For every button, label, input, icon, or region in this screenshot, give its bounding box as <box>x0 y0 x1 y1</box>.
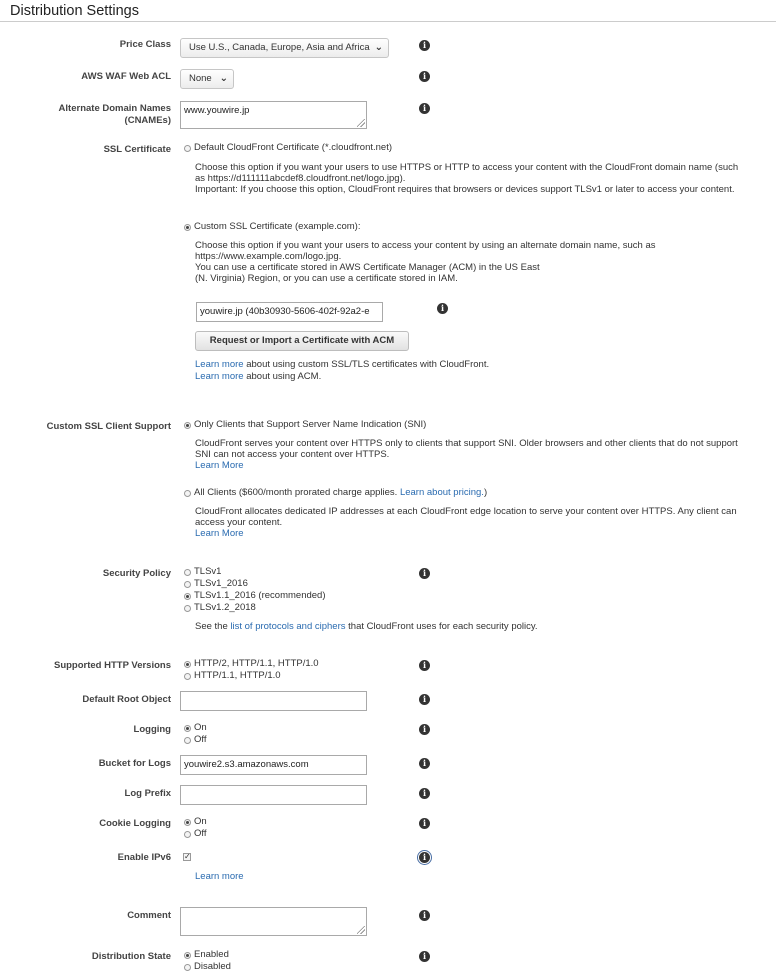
logging-label: Logging <box>133 724 171 735</box>
info-icon[interactable]: i <box>419 951 430 962</box>
cookie-logging-on-label: On <box>194 816 207 827</box>
request-acm-certificate-button[interactable]: Request or Import a Certificate with ACM <box>195 331 409 351</box>
info-icon[interactable]: i <box>419 694 430 705</box>
price-class-select[interactable] <box>180 38 389 58</box>
log-prefix-label: Log Prefix <box>124 788 171 799</box>
security-policy-radio-tlsv1[interactable] <box>184 569 191 576</box>
distribution-state-label: Distribution State <box>91 951 171 962</box>
waf-select[interactable] <box>180 69 234 89</box>
http11-option-label: HTTP/1.1, HTTP/1.0 <box>194 670 281 681</box>
all-clients-option-label: All Clients ($600/month prorated charge applies. <box>194 487 398 498</box>
info-icon[interactable]: i <box>419 568 430 579</box>
waf-value: None <box>189 73 212 84</box>
security-policy-radio-tlsv1-2-2018[interactable] <box>184 605 191 612</box>
distribution-enabled-label: Enabled <box>194 949 229 960</box>
info-icon[interactable]: i <box>419 818 430 829</box>
info-icon[interactable]: i <box>437 303 448 314</box>
learn-more-ssl-text: about using custom SSL/TLS certificates with CloudFront. <box>243 359 490 370</box>
comment-textarea[interactable] <box>180 907 367 936</box>
learn-more-ssl-link[interactable]: Learn more <box>195 359 244 370</box>
root-object-input[interactable] <box>180 691 367 711</box>
root-object-label: Default Root Object <box>82 694 171 705</box>
ssl-default-desc-text: Choose this option if you want your users to use HTTPS or HTTP to access your content with the CloudFront domain name (such as https://d111111abcdef8.cloudfront.net/logo.jpg). <box>195 162 739 184</box>
comment-label: Comment <box>127 910 171 921</box>
http2-radio[interactable] <box>184 661 191 668</box>
info-icon[interactable]: i <box>419 910 430 921</box>
info-icon[interactable]: i <box>419 660 430 671</box>
cookie-logging-on-radio[interactable] <box>184 819 191 826</box>
price-class-label: Price Class <box>119 39 171 50</box>
title-divider <box>0 21 776 22</box>
info-icon[interactable]: i <box>419 852 430 863</box>
all-clients-learn-more-link[interactable]: Learn More <box>195 528 244 539</box>
ssl-custom-desc-text-2: You can use a certificate stored in AWS Certificate Manager (ACM) in the US East <box>195 262 540 273</box>
logging-on-radio[interactable] <box>184 725 191 732</box>
info-icon[interactable]: i <box>419 724 430 735</box>
http11-radio[interactable] <box>184 673 191 680</box>
security-policy-note <box>195 621 695 632</box>
pricing-link[interactable]: Learn about pricing. <box>399 487 484 498</box>
sni-description <box>195 438 740 471</box>
certificate-value: youwire.jp (40b30930-5606-402f-92a2-e <box>200 306 370 317</box>
http2-option-label: HTTP/2, HTTP/1.1, HTTP/1.0 <box>194 658 319 669</box>
chevron-down-icon: ⌄ <box>374 42 383 53</box>
ssl-default-radio[interactable] <box>184 145 191 152</box>
distribution-disabled-radio[interactable] <box>184 964 191 971</box>
cookie-logging-off-radio[interactable] <box>184 831 191 838</box>
security-policy-label: Security Policy <box>102 568 171 579</box>
security-policy-radio-tlsv1-2016[interactable] <box>184 581 191 588</box>
bucket-label: Bucket for Logs <box>98 758 171 769</box>
info-icon[interactable]: i <box>419 40 430 51</box>
info-icon[interactable]: i <box>419 71 430 82</box>
price-class-value: Use U.S., Canada, Europe, Asia and Africa <box>189 42 370 53</box>
security-policy-option-tlsv1-1-2016: TLSv1.1_2016 (recommended) <box>194 590 326 601</box>
logging-off-radio[interactable] <box>184 737 191 744</box>
log-prefix-input[interactable] <box>180 785 367 805</box>
client-support-label: Custom SSL Client Support <box>46 421 171 432</box>
distribution-enabled-radio[interactable] <box>184 952 191 959</box>
logging-off-label: Off <box>194 734 207 745</box>
sni-learn-more-link[interactable]: Learn More <box>195 460 244 471</box>
all-clients-radio[interactable] <box>184 490 191 497</box>
cnames-value: www.youwire.jp <box>184 105 250 116</box>
learn-more-acm-link[interactable]: Learn more <box>195 371 244 382</box>
cnames-label-line2: (CNAMEs) <box>124 115 171 126</box>
security-policy-option-tlsv1: TLSv1 <box>194 566 222 577</box>
ssl-default-option-label: Default CloudFront Certificate (*.cloudfront.net) <box>194 142 393 153</box>
ipv6-label: Enable IPv6 <box>117 852 171 863</box>
bucket-value: youwire2.s3.amazonaws.com <box>184 759 309 770</box>
security-policy-option-tlsv1-2016: TLSv1_2016 <box>194 578 248 589</box>
ipv6-learn-more-link[interactable]: Learn more <box>195 871 244 882</box>
info-icon[interactable]: i <box>419 788 430 799</box>
waf-label: AWS WAF Web ACL <box>81 71 171 82</box>
cookie-logging-label: Cookie Logging <box>99 818 171 829</box>
security-policy-note-post: that CloudFront uses for each security policy. <box>345 621 538 632</box>
security-policy-note-pre: See the <box>195 621 231 632</box>
cnames-textarea[interactable] <box>180 101 367 129</box>
certificate-input[interactable] <box>196 302 383 322</box>
http-versions-label: Supported HTTP Versions <box>53 660 171 671</box>
ssl-default-important-text: Important: If you choose this option, CloudFront requires that browsers or devices support TLSv1 or later to access your content. <box>195 184 735 195</box>
ssl-default-description <box>195 162 740 195</box>
learn-more-acm-text: about using ACM. <box>243 371 322 382</box>
resize-handle-icon[interactable] <box>357 119 365 127</box>
cnames-label <box>0 103 171 127</box>
resize-handle-icon[interactable] <box>357 926 365 934</box>
logging-on-label: On <box>194 722 207 733</box>
ssl-certificate-label: SSL Certificate <box>103 144 171 155</box>
sni-desc-text: CloudFront serves your content over HTTPS only to clients that support SNI. Older browsers and other clients that do not support SNI can not access your content over HTTPS. <box>195 438 738 460</box>
ssl-custom-description <box>195 240 685 284</box>
cookie-logging-off-label: Off <box>194 828 207 839</box>
sni-radio[interactable] <box>184 422 191 429</box>
all-clients-description <box>195 506 740 539</box>
cnames-label-line1: Alternate Domain Names <box>58 103 171 114</box>
ssl-custom-radio[interactable] <box>184 224 191 231</box>
ipv6-checkbox[interactable]: ✓ <box>184 852 191 861</box>
ssl-learn-more-line-2 <box>195 371 595 382</box>
ssl-custom-desc-text-3: (N. Virginia) Region, or you can use a certificate stored in IAM. <box>195 273 458 284</box>
page-title: Distribution Settings <box>10 3 139 19</box>
distribution-disabled-label: Disabled <box>194 961 231 972</box>
all-clients-close-paren: ) <box>483 487 488 498</box>
ssl-custom-option-label: Custom SSL Certificate (example.com): <box>194 221 361 232</box>
all-clients-desc-text: CloudFront allocates dedicated IP addresses at each CloudFront edge location to serve your content over HTTPS. Any client can access your content. <box>195 506 737 528</box>
chevron-down-icon: ⌄ <box>219 73 228 84</box>
bucket-input[interactable] <box>180 755 367 775</box>
info-icon[interactable]: i <box>419 103 430 114</box>
ssl-custom-desc-text: Choose this option if you want your users to access your content by using an alternate domain name, such as https://www.example.com/logo.jpg. <box>195 240 656 262</box>
security-policy-option-tlsv1-2-2018: TLSv1.2_2018 <box>194 602 256 613</box>
all-clients-option <box>194 487 487 499</box>
sni-option-label: Only Clients that Support Server Name Indication (SNI) <box>194 419 427 430</box>
info-icon[interactable]: i <box>419 758 430 769</box>
security-policy-radio-tlsv1-1-2016[interactable] <box>184 593 191 600</box>
protocols-ciphers-link[interactable]: list of protocols and ciphers <box>230 621 346 632</box>
ssl-learn-more-line-1 <box>195 359 595 370</box>
